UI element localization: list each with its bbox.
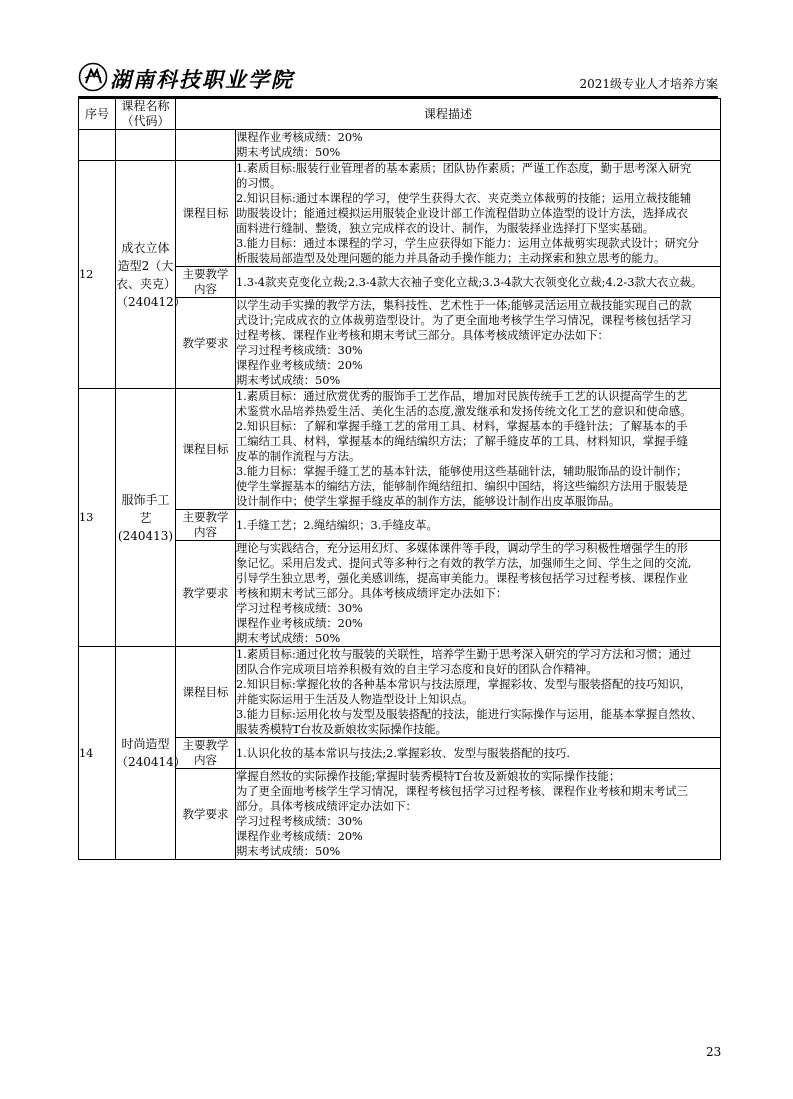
table-row xyxy=(79,769,721,860)
desc-line: 以学生动手实操的教学方法，集科技性、艺术性于一体;能够灵活运用立裁技能实现自己的款 xyxy=(236,299,692,312)
desc-line: 1.手缝工艺；2.绳结编织；3.手缝皮革。 xyxy=(236,518,438,532)
desc-line: 部分。具体考核成绩评定办法如下： xyxy=(236,800,417,813)
table-row xyxy=(79,541,721,647)
desc-line: 引导学生独立思考，强化美感训练，提高审美能力。课程考核包括学习过程考核、课程作业 xyxy=(236,572,688,585)
desc-line: 使学生掌握基本的编结方法，能够制作绳结纽扣、编织中国结，将这些编织方法用于服装是 xyxy=(236,480,688,493)
course-no: 12 xyxy=(79,161,116,389)
desc-line: 2.知识目标:通过本课程的学习，使学生获得大衣、夹克类立体裁剪的技能；运用立裁技能辅 xyxy=(236,192,692,205)
course-table xyxy=(78,98,721,860)
requirement-desc xyxy=(236,298,721,389)
desc-line: 象记忆。采用启发式、提问式等多种行之有效的教学方法，加强师生之间、学生之间的交流, xyxy=(236,557,692,570)
requirement-desc xyxy=(236,541,721,647)
goal-desc xyxy=(236,389,721,510)
content-desc xyxy=(236,510,721,541)
table-row xyxy=(79,510,721,541)
page-header xyxy=(78,60,718,96)
header-no: 序号 xyxy=(79,99,116,130)
desc-line: 学习过程考核成绩：30% xyxy=(236,602,363,615)
course-name-line: 衣、夹克） xyxy=(116,276,177,291)
table-row xyxy=(79,389,721,510)
desc-line: 助服装设计；能通过模拟运用服装企业设计部工作流程借助立体造型的设计方法，选择成衣 xyxy=(236,207,688,220)
requirement-desc xyxy=(236,769,721,860)
desc-line: 1.认识化妆的基本常识与技法;2.掌握彩妆、发型与服装搭配的技巧. xyxy=(236,746,570,760)
content-label-line: 内容 xyxy=(194,753,217,767)
desc-line: 期末考试成绩：50% xyxy=(236,632,341,645)
content-label xyxy=(176,510,236,541)
desc-line: 设计制作中；使学生掌握手缝皮革的制作方法，能够设计制作出皮革服饰品。 xyxy=(236,495,621,508)
desc-line: 学习过程考核成绩：30% xyxy=(236,344,363,357)
desc-line: 过程考核、课程作业考核和期末考试三部分。具体考核成绩评定办法如下： xyxy=(236,329,609,342)
goal-label: 课程目标 xyxy=(176,161,236,267)
continuation-desc xyxy=(236,130,721,161)
table-row xyxy=(79,647,721,738)
desc-line: 团队合作完成项目培养积极有效的自主学习态度和良好的团队合作精神。 xyxy=(236,663,598,676)
content-label xyxy=(176,267,236,298)
desc-line: 课程作业考核成绩：20% xyxy=(236,617,363,630)
goal-label: 课程目标 xyxy=(176,647,236,738)
desc-line: 考核和期末考试三部分。具体考核成绩评定办法如下： xyxy=(236,587,508,600)
desc-line: 为了更全面地考核学生学习情况，课程考核包括学习过程考核、课程作业考核和期末考试三 xyxy=(236,785,688,798)
course-name xyxy=(116,647,186,860)
course-name-line: (240413) xyxy=(117,528,174,543)
desc-line: 皮革的制作流程与方法。 xyxy=(236,450,361,463)
desc-line: 的习惯。 xyxy=(236,177,282,190)
header-course-name xyxy=(116,99,176,130)
course-name xyxy=(116,161,186,389)
course-name-line: 时尚造型 xyxy=(121,737,170,751)
desc-line: 课程作业考核成绩：20% xyxy=(236,830,363,843)
course-name-line: 成衣立体 xyxy=(121,240,170,255)
table-row xyxy=(79,130,721,161)
content-label-line: 主要教学 xyxy=(182,738,229,752)
cell-empty xyxy=(116,130,176,161)
desc-line: 面料进行缝制、整烫，独立完成样衣的设计、制作，为服装择业选择打下坚实基础。 xyxy=(236,222,654,235)
content-label-line: 内容 xyxy=(194,282,217,296)
header-name-line: 课程名称 xyxy=(121,99,170,113)
desc-line: 并能实际运用于生活及人物造型设计上知识点。 xyxy=(236,693,474,706)
cell-empty xyxy=(79,130,116,161)
content-desc xyxy=(236,267,721,298)
table-row xyxy=(79,298,721,389)
desc-line: 课程作业考核成绩：20% xyxy=(236,359,363,372)
school-logo-icon xyxy=(78,62,108,92)
desc-line: 2.知识目标：了解和掌握手缝工艺的常用工具、材料，掌握基本的手缝针法；了解基本的手 xyxy=(236,420,688,433)
requirement-label: 教学要求 xyxy=(176,541,236,647)
desc-line: 析服装局部造型及处理问题的能力并具备动手操作能力；主动探索和独立思考的能力。 xyxy=(236,252,666,265)
course-no: 13 xyxy=(79,389,116,647)
header-name-line: （代码） xyxy=(121,114,170,128)
goal-desc xyxy=(236,161,721,267)
goal-desc xyxy=(236,647,721,738)
desc-line: 期末考试成绩：50% xyxy=(236,845,341,858)
header-description: 课程描述 xyxy=(176,99,721,130)
desc-line: 3.能力目标:运用化妆与发型及服装搭配的技法，能进行实际操作与运用，能基本掌握自然妆、 xyxy=(236,708,703,721)
desc-line: 术鉴赏水品培养热爱生活、美化生活的态度,激发继承和发扬传统文化工艺的意识和使命感。 xyxy=(236,405,692,418)
desc-line: 1.素质目标:服装行业管理者的基本素质；团队协作素质；严谨工作态度，勤于思考深入研究 xyxy=(236,162,692,175)
desc-line: 学习过程考核成绩：30% xyxy=(236,815,363,828)
desc-line: 2.知识目标:掌握化妆的各种基本常识与技法原理，掌握彩妆、发型与服装搭配的技巧知识， xyxy=(236,678,692,691)
course-no: 14 xyxy=(79,647,116,860)
desc-line: 1.3-4款夹克变化立裁;2.3-4款大衣袖子变化立裁;3.3-4款大衣领变化立裁;4.2-3款大衣立裁。 xyxy=(236,275,703,289)
program-title: 2021级专业人才培养方案 xyxy=(579,77,718,91)
course-name-line: （240412） xyxy=(116,294,186,309)
desc-line: 课程作业考核成绩：20% xyxy=(236,131,363,144)
desc-line: 掌握自然妆的实际操作技能;掌握时装秀模特T台妆及新娘妆的实际操作技能； xyxy=(236,770,621,783)
course-name-line: 服饰手工 xyxy=(121,492,170,507)
page-number: 23 xyxy=(706,1045,722,1059)
requirement-label: 教学要求 xyxy=(176,769,236,860)
desc-line: 理论与实践结合，充分运用幻灯、多媒体课件等手段，调动学生的学习积极性增强学生的形 xyxy=(236,542,688,555)
cell-empty xyxy=(176,130,236,161)
content-desc xyxy=(236,738,721,769)
desc-line: 1.素质目标：通过欣赏优秀的服饰手工艺作品，增加对民族传统手工艺的认识提高学生的艺 xyxy=(236,390,688,403)
desc-line: 工编结工具、材料，掌握基本的绳结编织方法；了解手缝皮革的工具、材料知识，掌握手缝 xyxy=(236,435,688,448)
desc-line: 3.能力目标：通过本课程的学习，学生应获得如下能力：运用立体裁剪实现款式设计；研究分 xyxy=(236,237,699,250)
course-name-line: 造型2（大 xyxy=(117,258,174,273)
goal-label: 课程目标 xyxy=(176,389,236,510)
desc-line: 1.素质目标:通过化妆与服装的关联性，培养学生勤于思考深入研究的学习方法和习惯；通过 xyxy=(236,648,692,661)
desc-line: 期末考试成绩：50% xyxy=(236,374,341,387)
desc-line: 3.能力目标：掌握手缝工艺的基本针法，能够使用这些基础针法，辅助服饰品的设计制作； xyxy=(236,465,688,478)
desc-line: 期末考试成绩：50% xyxy=(236,146,341,159)
school-name: 湖南科技职业学院 xyxy=(110,67,294,92)
course-name-line: 艺 xyxy=(139,510,152,525)
content-label-line: 主要教学 xyxy=(182,267,229,281)
table-row xyxy=(79,161,721,267)
table-header-row xyxy=(79,99,721,130)
course-name-line: （240414） xyxy=(116,755,186,769)
desc-line: 式设计;完成成衣的立体裁剪造型设计。为了更全面地考核学生学习情况，课程考核包括学习 xyxy=(236,314,692,327)
content-label-line: 内容 xyxy=(194,525,217,539)
requirement-label: 教学要求 xyxy=(176,298,236,389)
content-label-line: 主要教学 xyxy=(182,510,229,524)
course-name xyxy=(116,389,176,647)
desc-line: 服装秀模特T台妆及新娘妆实际操作技能。 xyxy=(236,723,447,736)
